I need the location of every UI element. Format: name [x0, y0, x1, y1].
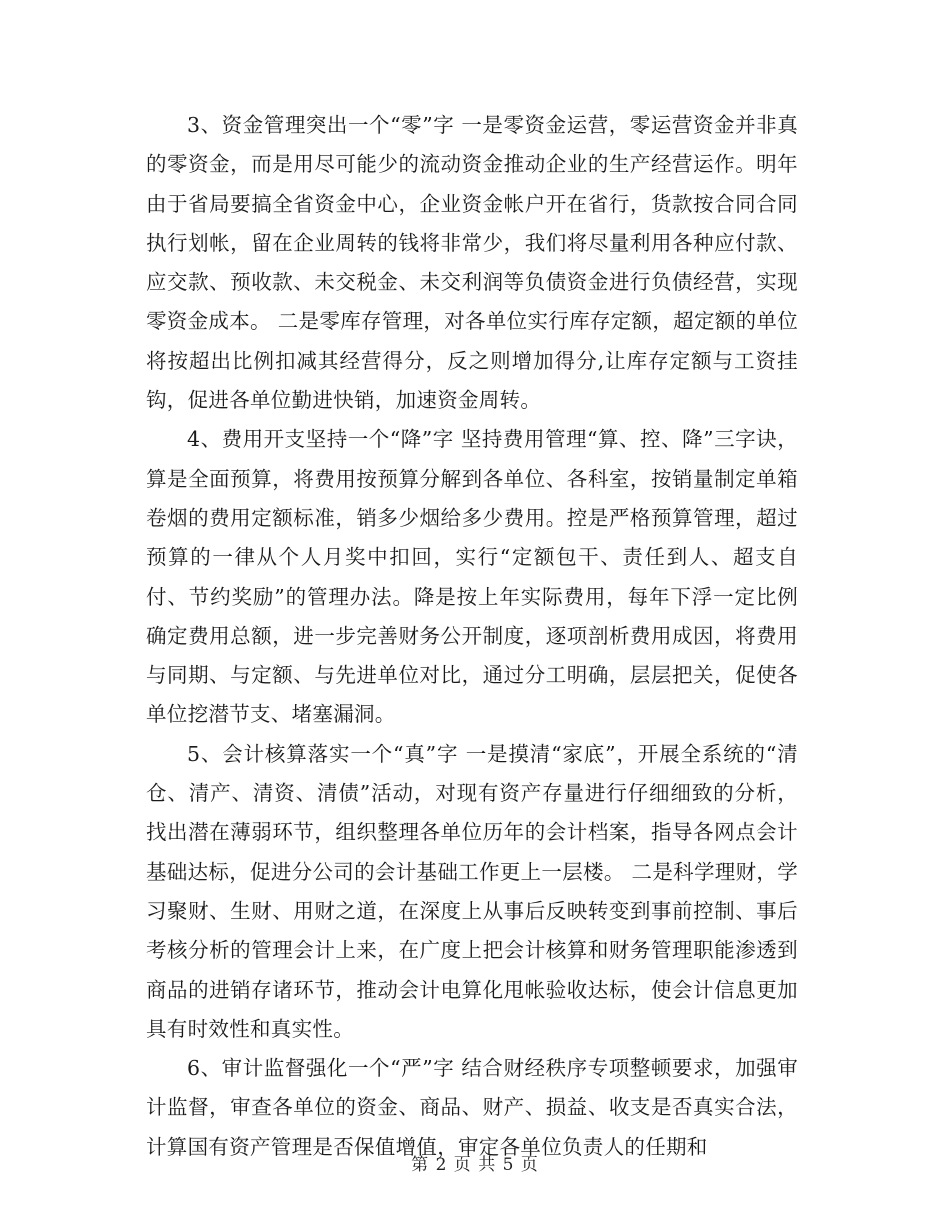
paragraph-expense-control: 4、费用开支坚持一个“降”字 坚持费用管理“算、控、降”三字诀，算是全面预算，将费用按预算分解到各单位、各科室，按销量制定单箱卷烟的费用定额标准，销多少烟给多少费用。控是严格预算管理，超过预算的一律从个人月奖中扣回，实行“定额包干、责任到人、超支自付、节约奖励”的管理办法。降是按上年实际费用，每年下浮一定比例确定费用总额，进一步完善财务公开制度，逐项剖析费用成因，将费用与同期、与定额、与先进单位对比，通过分工明确，层层把关，促使各单位挖潜节支、堵塞漏洞。 — [146, 427, 798, 727]
paragraph-accounting: 5、会计核算落实一个“真”字 一是摸清“家底”，开展全系统的“清仓、清产、清资、清债”活动，对现有资产存量进行仔细细致的分析，找出潜在薄弱环节，组织整理各单位历年的会计档案，指导各网点会计基础达标，促进分公司的会计基础工作更上一层楼。 二是科学理财，学习聚财、生财、用财之道，在深度上从事后反映转变到事前控制、事后考核分析的管理会计上来，在广度上把会计核算和财务管理职能渗透到商品的进销存诸环节，推动会计电算化甩帐验收达标，使会计信息更加具有时效性和真实性。 — [146, 741, 798, 1041]
paragraph-audit: 6、审计监督强化一个“严”字 结合财经秩序专项整顿要求，加强审计监督，审查各单位的资金、商品、财产、损益、收支是否真实合法，计算国有资产管理是否保值增值，审定各单位负责人的任期和 — [146, 1056, 798, 1159]
paragraph-fund-management: 3、资金管理突出一个“零”字 一是零资金运营，零运营资金并非真的零资金，而是用尽可能少的流动资金推动企业的生产经营运作。明年由于省局要搞全省资金中心，企业资金帐户开在省行，货款按合同合同执行划帐，留在企业周转的钱将非常少，我们将尽量利用各种应付款、应交款、预收款、未交税金、未交利润等负债资金进行负债经营，实现零资金成本。 二是零库存管理，对各单位实行库存定额，超定额的单位将按超出比例扣减其经营得分，反之则增加得分,让库存定额与工资挂钩，促进各单位勤进快销，加速资金周转。 — [146, 113, 798, 413]
document-body — [146, 106, 798, 1167]
page-number-footer: 第 2 页 共 5 页 — [411, 1155, 539, 1175]
